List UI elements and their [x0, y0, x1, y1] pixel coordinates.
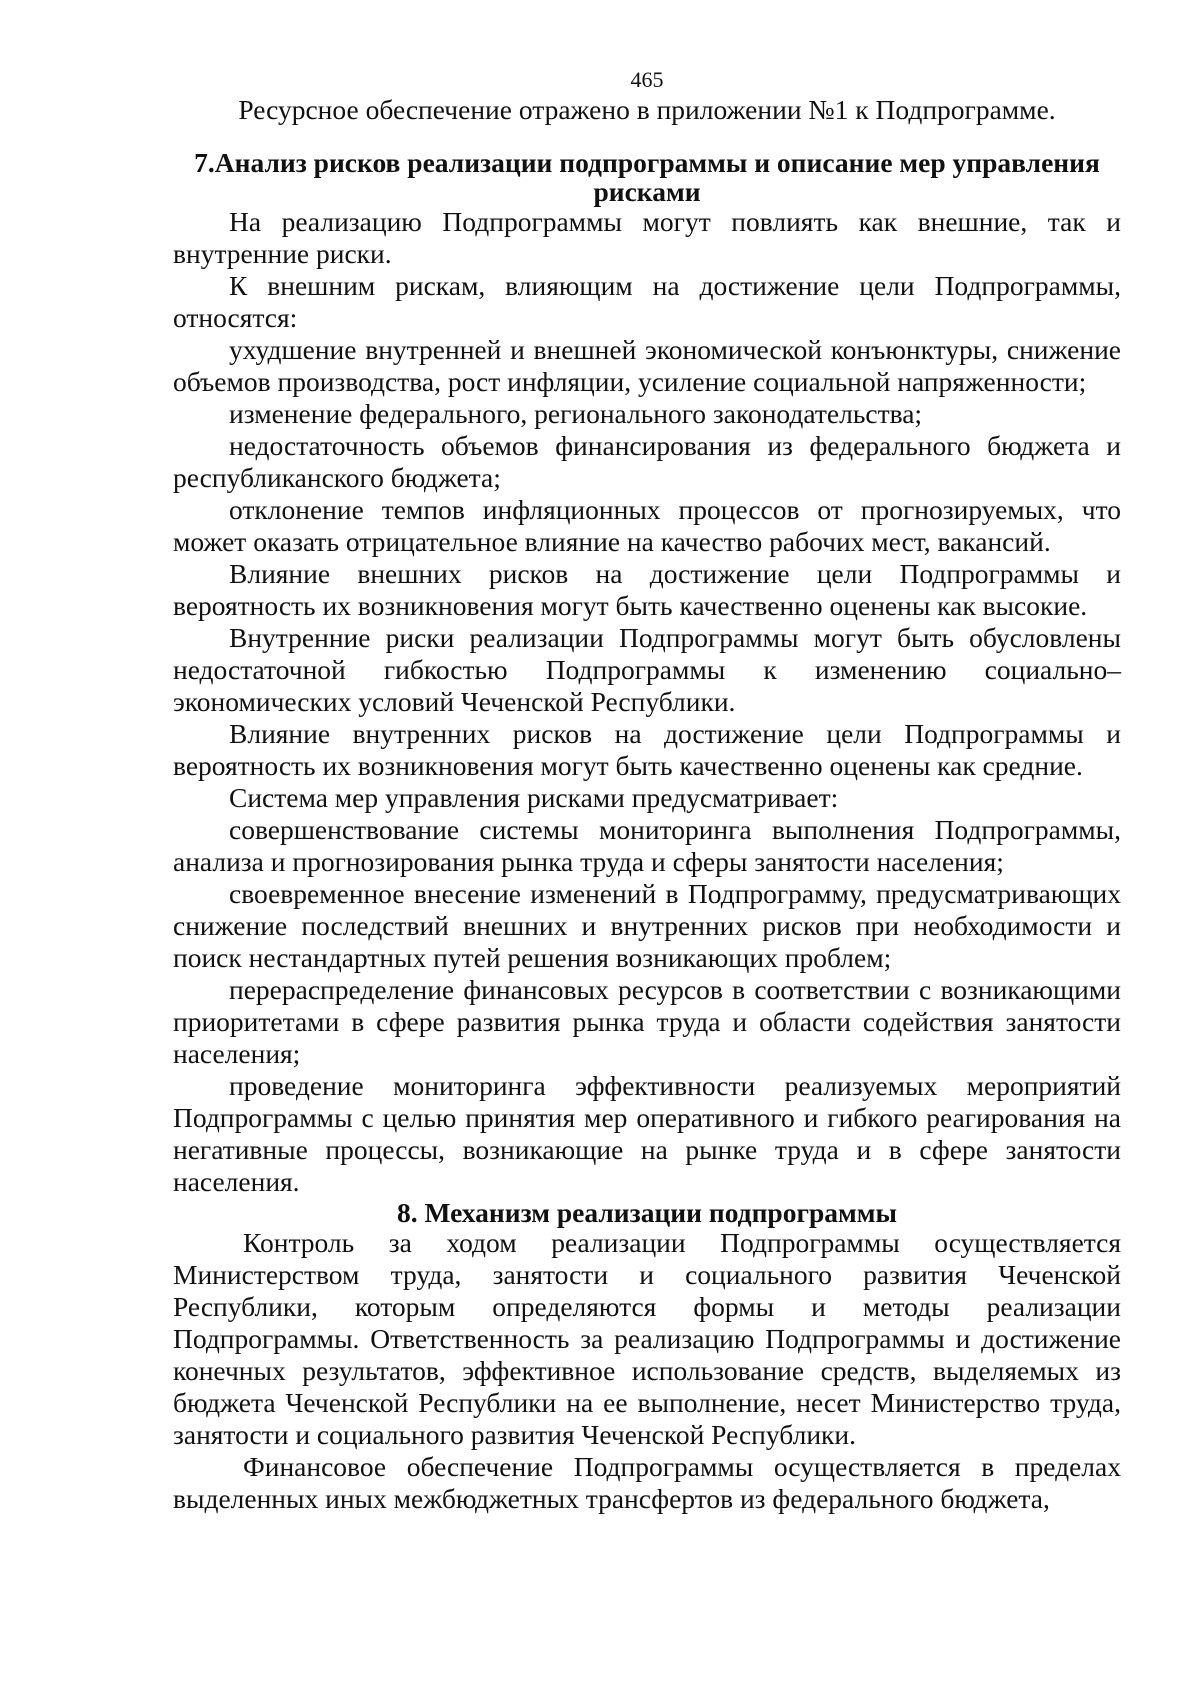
page-content — [173, 66, 1121, 1515]
section-7-paragraph: К внешним рискам, влияющим на достижение цели Подпрограммы, относятся: — [173, 270, 1121, 333]
section-8-paragraph: Контроль за ходом реализации Подпрограммы осуществляется Министерством труда, занятости и социального развития Чеченской Республики, которым определяются формы и методы реализации Подпрограммы. Ответственность за реализацию Подпрограммы и достижение конечных результатов, эффективное использование средств, выделяемых из бюджета Чеченской Республики на ее выполнение, несет Министерство труда, занятости и социального развития Чеченской Республики. — [173, 1227, 1121, 1450]
section-7-paragraph: Система мер управления рисками предусматривает: — [229, 782, 839, 813]
section-7-paragraph: отклонение темпов инфляционных процессов от прогнозируемых, что может оказать отрицательное влияние на качество рабочих мест, вакансий. — [173, 494, 1121, 557]
section-7-paragraph: Внутренние риски реализации Подпрограммы могут быть обусловлены недостаточной гибкостью Подпрограммы к изменению социально–экономических условий Чеченской Республики. — [173, 622, 1121, 717]
section-7-heading: 7.Анализ рисков реализации подпрограммы и описание мер управления рисками — [194, 147, 1100, 207]
page-number: 465 — [630, 67, 664, 92]
section-7-paragraph: совершенствование системы мониторинга выполнения Подпрограммы, анализа и прогнозирования рынка труда и сферы занятости населения; — [173, 814, 1121, 877]
section-7-paragraph: изменение федерального, регионального законодательства; — [229, 398, 923, 429]
intro-paragraph: Ресурсное обеспечение отражено в приложении №1 к Подпрограмме. — [238, 94, 1056, 125]
section-8-heading: 8. Механизм реализации подпрограммы — [397, 1197, 897, 1228]
section-7-paragraph: своевременное внесение изменений в Подпрограмму, предусматривающих снижение последствий внешних и внутренних рисков при необходимости и поиск нестандартных путей решения возникающих проблем; — [173, 878, 1121, 973]
section-7-paragraph: ухудшение внутренней и внешней экономической конъюнктуры, снижение объемов производства, рост инфляции, усиление социальной напряженности; — [173, 334, 1121, 397]
section-7-paragraph: Влияние внутренних рисков на достижение цели Подпрограммы и вероятность их возникновения могут быть качественно оценены как средние. — [173, 718, 1121, 781]
section-7-paragraph: проведение мониторинга эффективности реализуемых мероприятий Подпрограммы с целью принятия мер оперативного и гибкого реагирования на негативные процессы, возникающие на рынке труда и в сфере занятости населения. — [173, 1070, 1121, 1197]
section-7-paragraph: Влияние внешних рисков на достижение цели Подпрограммы и вероятность их возникновения могут быть качественно оценены как высокие. — [173, 558, 1121, 621]
section-8-paragraph: Финансовое обеспечение Подпрограммы осуществляется в пределах выделенных иных межбюджетных трансфертов из федерального бюджета, — [173, 1451, 1121, 1514]
section-7-paragraph: перераспределение финансовых ресурсов в соответствии с возникающими приоритетами в сфере развития рынка труда и области содействия занятости населения; — [173, 974, 1121, 1069]
section-7-paragraph: На реализацию Подпрограммы могут повлиять как внешние, так и внутренние риски. — [173, 206, 1121, 269]
section-7-paragraph: недостаточность объемов финансирования из федерального бюджета и республиканского бюджета; — [173, 430, 1121, 493]
